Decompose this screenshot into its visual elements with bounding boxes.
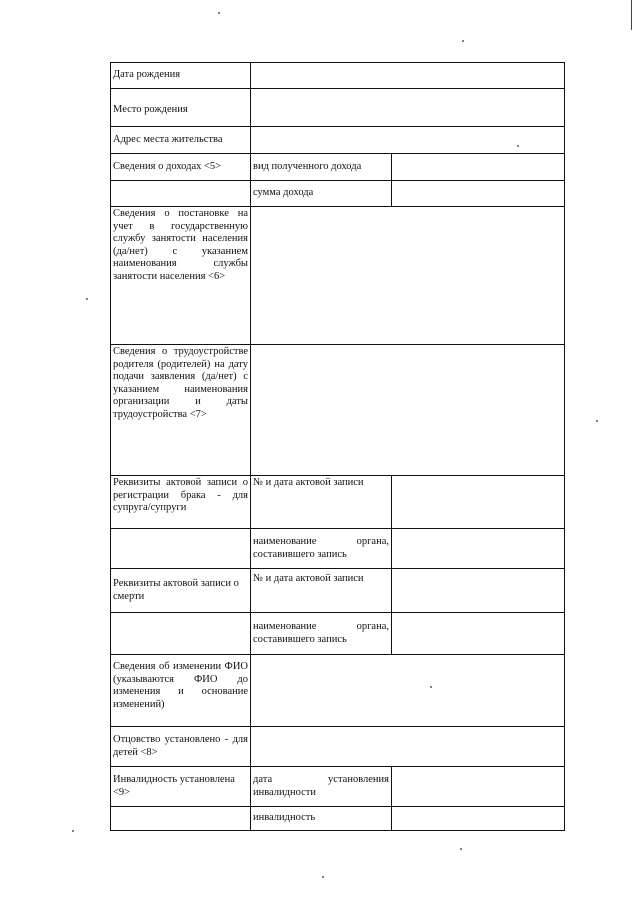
personal-data-form-table <box>110 62 565 831</box>
value-death-record-num <box>392 569 565 613</box>
label-birth-date: Дата рождения <box>111 63 251 89</box>
table-row <box>111 181 565 207</box>
scan-edge-line <box>631 0 632 30</box>
table-row <box>111 727 565 767</box>
value-disability-group <box>392 807 565 831</box>
scan-speck <box>72 830 74 832</box>
table-row <box>111 767 565 807</box>
cell-empty <box>111 613 251 655</box>
table-row <box>111 207 565 345</box>
table-row <box>111 89 565 127</box>
value-marriage-record-num <box>392 476 565 529</box>
label-marriage-record-org: наименование органа, составившего запись <box>251 529 392 569</box>
scan-speck <box>86 298 88 300</box>
table-row <box>111 613 565 655</box>
label-death-record-org: наименование органа, составившего запись <box>251 613 392 655</box>
value-paternity <box>251 727 565 767</box>
table-row <box>111 63 565 89</box>
value-address <box>251 127 565 154</box>
table-row <box>111 345 565 476</box>
table-row <box>111 655 565 727</box>
value-disability-date <box>392 767 565 807</box>
value-birth-date <box>251 63 565 89</box>
value-marriage-record-org <box>392 529 565 569</box>
cell-empty <box>111 529 251 569</box>
label-paternity: Отцовство установлено - для детей <8> <box>111 727 251 767</box>
value-death-record-org <box>392 613 565 655</box>
table-row <box>111 529 565 569</box>
cell-empty <box>111 807 251 831</box>
value-employment-service <box>251 207 565 345</box>
scan-speck <box>322 876 324 878</box>
label-employment-service: Сведения о постановке на учет в государственную службу занятости населения (да/нет) с указанием наименования службы занятости населения <6> <box>111 207 251 345</box>
label-death-record: Реквизиты актовой записи о смерти <box>111 569 251 613</box>
label-parent-employment: Сведения о трудоустройстве родителя (родителей) на дату подачи заявления (да/нет) с указанием наименования организации и даты трудоустройства <7> <box>111 345 251 476</box>
cell-empty <box>111 181 251 207</box>
scan-speck <box>430 686 432 688</box>
value-name-change <box>251 655 565 727</box>
value-parent-employment <box>251 345 565 476</box>
label-disability: Инвалидность установлена <9> <box>111 767 251 807</box>
label-disability-group: инвалидность <box>251 807 392 831</box>
label-address: Адрес места жительства <box>111 127 251 154</box>
scan-speck <box>462 40 464 42</box>
value-income-type <box>392 154 565 181</box>
label-income-sum: сумма дохода <box>251 181 392 207</box>
label-birth-place: Место рождения <box>111 89 251 127</box>
value-income-sum <box>392 181 565 207</box>
table-row <box>111 476 565 529</box>
label-income-type: вид полученного дохода <box>251 154 392 181</box>
label-disability-date: дата установления инвалидности <box>251 767 392 807</box>
label-marriage-record: Реквизиты актовой записи о регистрации брака - для супруга/супруги <box>111 476 251 529</box>
scan-speck <box>596 420 598 422</box>
table-row <box>111 807 565 831</box>
table-row <box>111 569 565 613</box>
scan-speck <box>218 12 220 14</box>
value-birth-place <box>251 89 565 127</box>
label-marriage-record-num: № и дата актовой записи <box>251 476 392 529</box>
table-row <box>111 127 565 154</box>
scan-speck <box>460 848 462 850</box>
label-income: Сведения о доходах <5> <box>111 154 251 181</box>
label-name-change: Сведения об изменении ФИО (указываются ФИО до изменения и основание изменений) <box>111 655 251 727</box>
label-death-record-num: № и дата актовой записи <box>251 569 392 613</box>
table-row <box>111 154 565 181</box>
scan-speck <box>517 145 519 147</box>
